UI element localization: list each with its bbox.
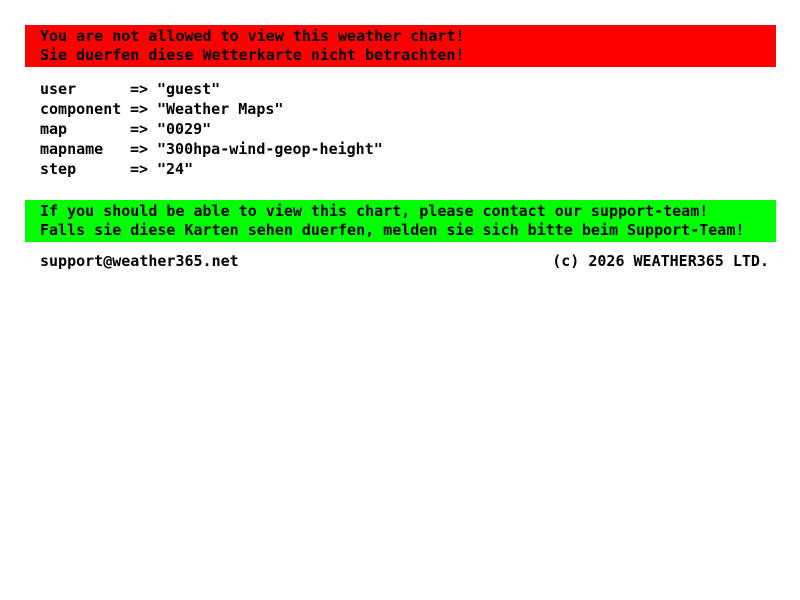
param-value: "300hpa-wind-geop-height": [157, 140, 383, 158]
param-key: user: [40, 80, 77, 98]
access-denied-page: [0, 0, 800, 271]
param-value: "Weather Maps": [157, 100, 284, 118]
arrow-glyph: =>: [130, 160, 149, 178]
help-banner: [25, 200, 776, 242]
copyright-notice: (c) 2026 WEATHER365 LTD.: [552, 252, 769, 270]
param-key: mapname: [40, 140, 104, 158]
param-value: "guest": [157, 80, 221, 98]
param-row-map: [40, 119, 800, 139]
param-row-user: [40, 79, 800, 99]
help-message-english: If you should be able to view this chart, please contact our support-team!: [40, 202, 709, 220]
arrow-glyph: =>: [130, 100, 149, 118]
param-value: "0029": [157, 120, 212, 138]
error-message-english: You are not allowed to view this weather chart!: [40, 27, 465, 45]
support-email: support@weather365.net: [40, 252, 239, 270]
param-row-step: [40, 159, 800, 179]
help-message-german: Falls sie diese Karten sehen duerfen, melden sie sich bitte beim Support-Team!: [40, 221, 745, 239]
param-key: component: [40, 100, 122, 118]
param-value: "24": [157, 160, 194, 178]
arrow-glyph: =>: [130, 80, 149, 98]
param-key: map: [40, 120, 68, 138]
request-parameter-list: [40, 79, 800, 179]
arrow-glyph: =>: [130, 140, 149, 158]
param-row-mapname: [40, 139, 800, 159]
error-message-german: Sie duerfen diese Wetterkarte nicht betrachten!: [40, 46, 465, 64]
param-row-component: [40, 99, 800, 119]
footer: [25, 251, 776, 271]
error-banner: [25, 25, 776, 67]
arrow-glyph: =>: [130, 120, 149, 138]
param-key: step: [40, 160, 77, 178]
